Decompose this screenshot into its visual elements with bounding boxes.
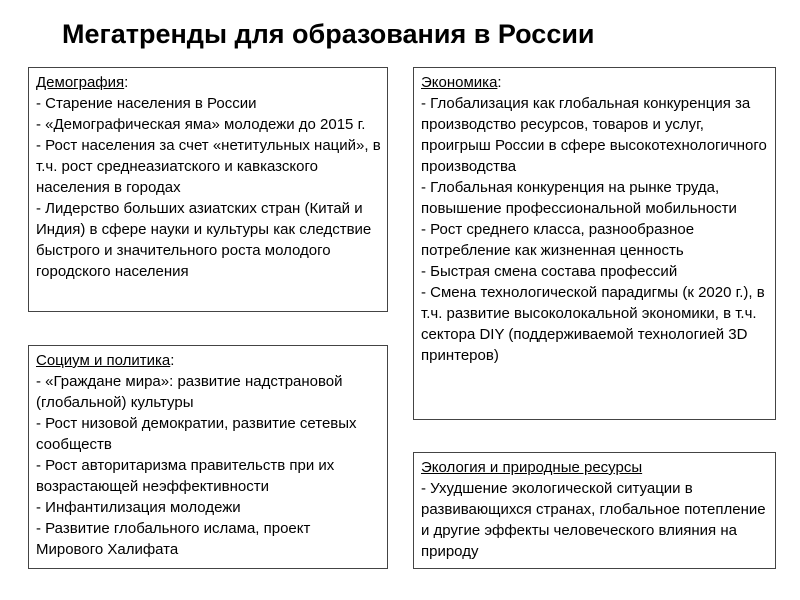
society-politics-box	[28, 345, 388, 569]
society-item-3: - Рост авторитаризма правительств при их возрастающей неэффективности	[36, 457, 335, 495]
demography-item-4: - Лидерство больших азиатских стран (Китай и Индия) в сфере науки и культуры как следствие быстрого и значительного роста молодого городского населения	[36, 200, 372, 280]
demography-heading-colon: :	[124, 74, 129, 91]
demography-item-2: - «Демографическая яма» молодежи до 2015 г.	[36, 116, 366, 133]
society-item-5: - Развитие глобального ислама, проект Мирового Халифата	[36, 520, 311, 558]
demography-heading: Демография	[36, 74, 125, 91]
box-heading-line	[421, 72, 769, 93]
economy-item-3: - Рост среднего класса, разнообразное потребление как жизненная ценность	[421, 221, 695, 259]
economy-heading-colon: :	[497, 74, 502, 91]
society-heading: Социум и политика	[36, 352, 171, 369]
ecology-item-1: - Ухудшение экологической ситуации в развивающихся странах, глобальное потепление и другие эффекты человеческого влияния на природу	[421, 480, 766, 560]
box-heading-line	[421, 457, 769, 478]
economy-item-2: - Глобальная конкуренция на рынке труда, повышение профессиональной мобильности	[421, 179, 737, 217]
economy-item-4: - Быстрая смена состава профессий	[421, 263, 678, 280]
economy-box	[413, 67, 776, 420]
page-title: Мегатренды для образования в России	[62, 19, 595, 49]
economy-heading: Экономика	[421, 74, 498, 91]
ecology-heading: Экология и природные ресурсы	[421, 459, 643, 476]
demography-item-3: - Рост населения за счет «нетитульных наций», в т.ч. рост среднеазиатского и кавказского населения в городах	[36, 137, 381, 196]
box-heading-line	[36, 72, 381, 93]
society-item-2: - Рост низовой демократии, развитие сетевых сообществ	[36, 415, 357, 453]
economy-item-5: - Смена технологической парадигмы (к 2020 г.), в т.ч. развитие высоколокальной экономики, в т.ч. сектора DIY (поддерживаемой технологией 3D принтеров)	[421, 284, 765, 364]
demography-box	[28, 67, 388, 312]
economy-item-1: - Глобализация как глобальная конкуренция за производство ресурсов, товаров и услуг, проигрыш России в сфере высокотехнологичного производства	[421, 95, 767, 175]
society-item-4: - Инфантилизация молодежи	[36, 499, 241, 516]
society-heading-colon: :	[170, 352, 175, 369]
box-heading-line	[36, 350, 381, 371]
society-item-1: - «Граждане мира»: развитие надстрановой (глобальной) культуры	[36, 373, 343, 411]
ecology-box	[413, 452, 776, 569]
demography-item-1: - Старение населения в России	[36, 95, 257, 112]
